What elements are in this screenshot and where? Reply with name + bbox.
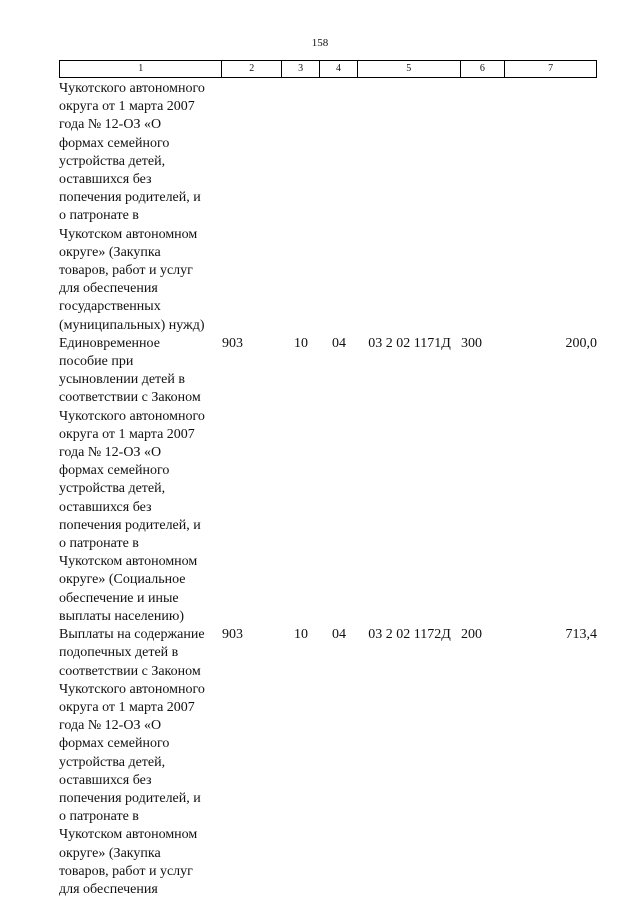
table-row [59,335,597,626]
row-expense-type: 300 [461,335,482,351]
row-target-code: 03 2 02 1171Д [368,335,451,351]
row-description: Чукотского автономного округа от 1 марта 2007 года № 12-ОЗ «О формах семейного устройства детей, оставшихся без попечения родителей, и о патронате в Чукотском автономном округе» (Закупка товаров, работ и услуг для обеспечения государственных (муниципальных) нужд) [59,81,205,333]
header-col-3: 3 [282,61,320,77]
row-expense-type [461,80,506,335]
row-description: Единовременное пособие при усыновлении детей в соответствии с Законом Чукотского автономного округа от 1 марта 2007 года № 12-ОЗ «О формах семейного устройства детей, оставшихся без попечения родителей, и о патронате в Чукотском автономном округе» (Социальное обеспечение и иные выплаты населению) [59,335,205,624]
header-col-7: 7 [548,63,554,74]
row-subsection: 04 [332,627,346,643]
row-amount: 200,0 [565,335,597,351]
header-col-1: 1 [60,61,222,77]
row-ministry-code: 903 [222,335,243,351]
row-section: 10 [294,627,308,643]
row-section: 10 [294,335,308,351]
row-target-code: 03 2 02 1172Д [368,627,451,643]
header-col-6: 6 [461,61,506,77]
row-subsection: 04 [332,335,346,351]
header-col-4: 4 [320,61,358,77]
row-ministry-code [222,80,282,335]
row-amount [506,80,597,335]
row-expense-type: 200 [461,627,482,643]
header-col-2: 2 [222,61,282,77]
table-body [59,80,597,899]
row-description: Выплаты на содержание подопечных детей в соответствии с Законом Чукотского автономного округа от 1 марта 2007 года № 12-ОЗ «О формах семейного устройства детей, оставшихся без попечения родителей, и о патронате в Чукотском автономном округе» (Закупка товаров, работ и услуг для обеспечения [59,627,205,897]
row-section [282,80,320,335]
row-ministry-code: 903 [222,627,243,643]
row-subsection [320,80,358,335]
table-header [59,60,597,78]
table-row [59,626,597,899]
row-target-code [358,80,461,335]
page-number: 158 [311,37,329,49]
row-amount: 713,4 [565,627,597,643]
table-row [59,80,597,335]
header-col-5: 5 [358,61,461,77]
